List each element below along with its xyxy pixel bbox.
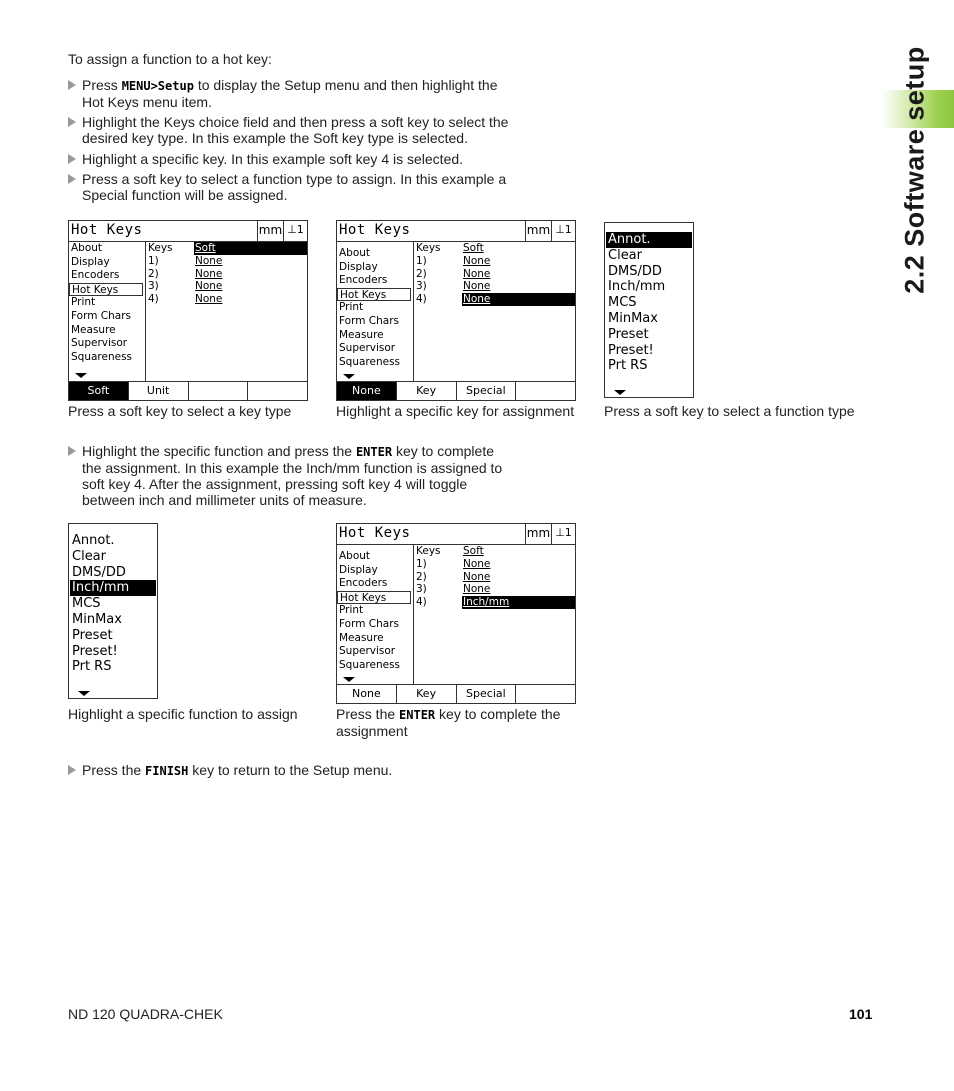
screen-function-list <box>604 222 694 398</box>
screen-title: Hot Keys <box>339 222 411 238</box>
datum-icon: ⊥1 <box>551 524 575 544</box>
function-item[interactable]: Preset! <box>608 342 654 358</box>
unit-indicator: mm <box>525 221 551 241</box>
key-value[interactable]: None <box>463 254 491 267</box>
menu-item-selected[interactable]: Hot Keys <box>337 288 411 302</box>
menu-item[interactable]: Display <box>339 260 378 273</box>
key-label: 1) <box>416 254 427 267</box>
key-type-field[interactable]: Soft <box>194 242 307 255</box>
menu-item[interactable]: Print <box>71 296 96 309</box>
menu-item[interactable]: Measure <box>71 323 116 336</box>
bullet-triangle-icon <box>68 154 76 164</box>
key-value[interactable]: None <box>195 254 223 267</box>
key-label: 4) <box>148 293 159 306</box>
key-value[interactable]: None <box>463 583 491 596</box>
menu-item[interactable]: Print <box>339 604 364 617</box>
function-item[interactable]: MinMax <box>608 310 658 326</box>
softkey-soft[interactable]: Soft <box>69 382 129 400</box>
menu-item[interactable]: About <box>71 242 103 254</box>
setup-menu <box>69 242 145 364</box>
key-label: 2) <box>148 267 159 280</box>
datum-icon: ⊥1 <box>551 221 575 241</box>
key-value[interactable]: None <box>195 280 223 293</box>
function-item[interactable]: Preset! <box>72 643 118 659</box>
keys-column <box>148 242 188 306</box>
key-label: 1) <box>416 557 427 570</box>
setup-menu <box>337 247 413 369</box>
scroll-down-icon[interactable] <box>343 374 355 379</box>
menu-item[interactable]: Measure <box>339 631 384 644</box>
divider <box>145 242 146 382</box>
softkey-bar <box>337 381 575 400</box>
key-label: 2) <box>416 570 427 583</box>
softkey-special[interactable]: Special <box>457 382 517 400</box>
softkey-key[interactable]: Key <box>397 382 457 400</box>
function-item[interactable]: Clear <box>608 247 642 263</box>
menu-item[interactable]: About <box>339 247 371 259</box>
step-finish: Press the FINISH key to return to the Setup menu. <box>68 762 518 779</box>
key-value[interactable]: None <box>195 293 223 306</box>
intro-text: To assign a function to a hot key: <box>68 51 272 67</box>
caption-specific-function: Highlight a specific function to assign <box>68 706 298 722</box>
bullet-triangle-icon <box>68 174 76 184</box>
key-label: 1) <box>148 254 159 267</box>
step-1: Press MENU>Setup to display the Setup menu and then highlight the Hot Keys menu item. <box>68 77 518 110</box>
function-list <box>70 533 156 675</box>
menu-item-selected[interactable]: Hot Keys <box>69 283 143 297</box>
bullet-triangle-icon <box>68 446 76 456</box>
key-value[interactable]: None <box>463 267 491 280</box>
datum-icon: ⊥1 <box>283 221 307 241</box>
softkey-bar <box>69 381 307 400</box>
key-label: 4) <box>416 293 427 306</box>
keys-header: Keys <box>416 545 441 557</box>
function-item[interactable]: Annot. <box>72 533 115 548</box>
unit-indicator: mm <box>257 221 283 241</box>
step-3: Highlight a specific key. In this example soft key 4 is selected. <box>68 151 518 167</box>
bullet-triangle-icon <box>68 765 76 775</box>
softkey-none[interactable]: None <box>337 382 397 400</box>
function-item[interactable]: MCS <box>608 295 637 311</box>
menu-item[interactable]: Display <box>339 563 378 576</box>
screen-hot-keys-soft <box>68 220 308 401</box>
menu-item[interactable]: Encoders <box>339 274 388 287</box>
values-column <box>462 545 575 609</box>
softkey-unit[interactable]: Unit <box>129 382 189 400</box>
values-column <box>194 242 307 306</box>
screen-header <box>69 221 307 242</box>
bullet-triangle-icon <box>68 117 76 127</box>
screen-title: Hot Keys <box>339 525 411 541</box>
key-value[interactable]: None <box>195 267 223 280</box>
scroll-down-icon[interactable] <box>614 390 626 395</box>
keys-header: Keys <box>148 242 173 254</box>
function-item[interactable]: Clear <box>72 548 106 564</box>
screen-header <box>337 524 575 545</box>
softkey-special[interactable]: Special <box>457 685 517 703</box>
caption-key-type: Press a soft key to select a key type <box>68 403 292 419</box>
softkey-bar <box>337 684 575 703</box>
scroll-down-icon[interactable] <box>343 677 355 682</box>
key-value-selected[interactable]: Inch/mm <box>462 596 575 609</box>
menu-item[interactable]: Form Chars <box>339 617 399 630</box>
menu-item[interactable]: Encoders <box>71 269 120 282</box>
menu-item[interactable]: Encoders <box>339 577 388 590</box>
key-type-field[interactable]: Soft <box>463 242 484 254</box>
menu-item[interactable]: Form Chars <box>71 309 131 322</box>
step-2: Highlight the Keys choice field and then press a soft key to select the desired key type. In this example the Soft key type is selected. <box>68 114 518 146</box>
bullet-triangle-icon <box>68 80 76 90</box>
softkey-key[interactable]: Key <box>397 685 457 703</box>
menu-item[interactable]: Print <box>339 301 364 314</box>
screen-hot-keys-key4 <box>336 220 576 401</box>
softkey-empty[interactable] <box>516 382 575 400</box>
menu-item[interactable]: About <box>339 550 371 562</box>
keys-column <box>416 242 456 306</box>
step-4: Press a soft key to select a function type to assign. In this example a Special function will be assigned. <box>68 171 518 203</box>
section-title: 2.2 Software setup <box>899 46 930 294</box>
key-label: 3) <box>148 280 159 293</box>
key-label: 4) <box>416 596 427 609</box>
menu-item[interactable]: Supervisor <box>339 645 396 658</box>
key-label: 2) <box>416 267 427 280</box>
screen-hot-keys-assigned <box>336 523 576 704</box>
scroll-down-icon[interactable] <box>78 691 90 696</box>
keys-column <box>416 545 456 609</box>
softkey-empty[interactable] <box>189 382 249 400</box>
menu-item[interactable]: Measure <box>339 328 384 341</box>
menu-item[interactable]: Display <box>71 255 110 268</box>
function-item[interactable]: Prt RS <box>72 659 112 675</box>
screen-title: Hot Keys <box>71 222 143 238</box>
softkey-empty[interactable] <box>248 382 307 400</box>
softkey-empty[interactable] <box>516 685 575 703</box>
function-item[interactable]: MCS <box>72 596 101 612</box>
menu-item[interactable]: Form Chars <box>339 314 399 327</box>
menu-item[interactable]: Supervisor <box>71 337 128 350</box>
page-number: 101 <box>849 1006 873 1022</box>
key-value-selected[interactable]: None <box>462 293 575 306</box>
menu-item[interactable]: Squareness <box>71 350 133 363</box>
divider <box>413 242 414 382</box>
function-item[interactable]: Prt RS <box>608 358 648 374</box>
screen-header <box>337 221 575 242</box>
menu-item-selected[interactable]: Hot Keys <box>337 591 411 605</box>
menu-item[interactable]: Supervisor <box>339 342 396 355</box>
menu-item[interactable]: Squareness <box>339 355 401 368</box>
softkey-none[interactable]: None <box>337 685 397 703</box>
function-item[interactable]: Preset <box>72 627 113 643</box>
step-enter: Highlight the specific function and press the ENTER key to complete the assignment. In this example the Inch/mm function is assigned to soft key 4. After the assignment, pressing soft key 4 will toggle between inch and millimeter units of measure. <box>68 443 513 508</box>
setup-menu <box>337 550 413 672</box>
function-item[interactable]: Preset <box>608 326 649 342</box>
keys-header: Keys <box>416 242 441 254</box>
function-item-selected[interactable]: Annot. <box>606 232 692 248</box>
function-item[interactable]: DMS/DD <box>608 263 662 279</box>
key-label: 3) <box>416 280 427 293</box>
values-column <box>462 242 575 306</box>
function-item[interactable]: Inch/mm <box>608 279 666 295</box>
unit-indicator: mm <box>525 524 551 544</box>
key-type-field[interactable]: Soft <box>463 545 484 557</box>
key-value[interactable]: None <box>463 570 491 583</box>
function-item[interactable]: DMS/DD <box>72 564 126 580</box>
caption-specific-key: Highlight a specific key for assignment <box>336 403 575 419</box>
function-item[interactable]: MinMax <box>72 611 122 627</box>
menu-item[interactable]: Squareness <box>339 658 401 671</box>
caption-enter: Press the ENTER key to complete the assignment <box>336 706 561 739</box>
caption-function-type: Press a soft key to select a function type <box>604 403 855 419</box>
function-list <box>606 232 692 374</box>
key-value[interactable]: None <box>463 557 491 570</box>
key-label: 3) <box>416 583 427 596</box>
key-value[interactable]: None <box>463 280 491 293</box>
divider <box>413 545 414 685</box>
scroll-down-icon[interactable] <box>75 373 87 378</box>
screen-function-inch <box>68 523 158 699</box>
footer-product: ND 120 QUADRA-CHEK <box>68 1006 223 1022</box>
function-item-selected[interactable]: Inch/mm <box>70 580 156 596</box>
